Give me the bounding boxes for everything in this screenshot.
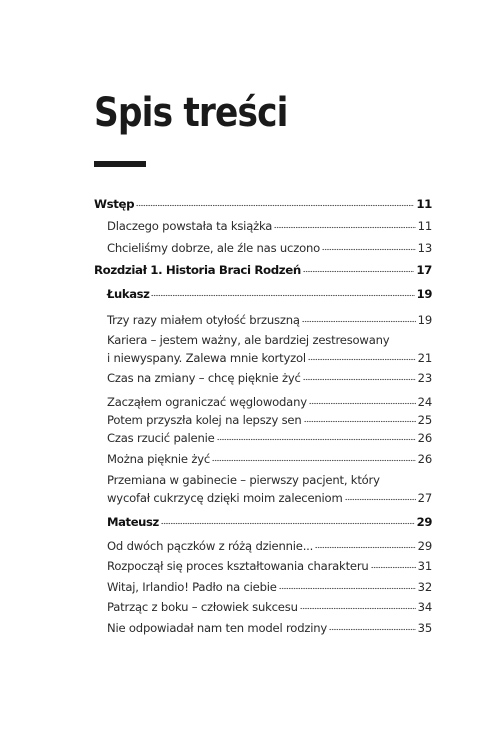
toc-entry[interactable]: [94, 394, 432, 412]
toc-entry[interactable]: [94, 472, 432, 507]
toc-entry[interactable]: [94, 430, 432, 448]
dot-leader: [161, 522, 415, 525]
toc-entry-label: Rozdział 1. Historia Braci Rodzeń: [94, 263, 301, 277]
dot-leader: [302, 320, 416, 323]
toc-entry[interactable]: [94, 196, 432, 214]
toc-entry[interactable]: [94, 579, 432, 597]
dot-leader: [315, 546, 415, 549]
toc-entry-label: Witaj, Irlandio! Padło na ciebie: [107, 580, 277, 594]
dot-leader: [151, 294, 414, 297]
toc-entry[interactable]: [94, 514, 432, 532]
dot-leader: [329, 628, 416, 631]
toc-entry[interactable]: [94, 451, 432, 469]
toc-entry-label-continued: wycofał cukrzycę dzięki moim zaleceniom: [107, 490, 343, 505]
page-number: 17: [416, 263, 432, 277]
toc-entry[interactable]: [94, 370, 432, 388]
toc-entry-label: Dlaczego powstała ta książka: [107, 219, 273, 233]
toc-entry-label: Wstęp: [94, 197, 135, 211]
toc-entry[interactable]: [94, 312, 432, 330]
toc-entry[interactable]: [94, 218, 432, 236]
dot-leader: [136, 204, 414, 207]
toc-entry-label: Przemiana w gabinecie – pierwszy pacjent, który: [107, 473, 380, 487]
toc-entry-label: Patrząc z boku – człowiek sukcesu: [107, 600, 298, 614]
page-number: 29: [416, 515, 432, 529]
toc-entry-label: Nie odpowiadał nam ten model rodziny: [107, 621, 328, 635]
dot-leader: [212, 459, 416, 462]
page-number: 11: [416, 197, 432, 211]
toc-entry-label-continued: i niewyspany. Zalewa mnie kortyzol: [107, 350, 306, 365]
dot-leader: [217, 438, 416, 441]
toc-entry-label: Zacząłem ograniczać węglowodany: [107, 395, 307, 409]
toc-entry[interactable]: [94, 286, 432, 304]
toc-entry-label: Kariera – jestem ważny, ale bardziej zestresowany: [107, 333, 390, 347]
toc-entry-label: Trzy razy miałem otyłość brzuszną: [107, 313, 300, 327]
page-number: 29: [417, 539, 432, 553]
page-number: 26: [417, 431, 432, 445]
page-number: 25: [417, 413, 432, 427]
dot-leader: [345, 498, 416, 501]
dot-leader: [274, 226, 415, 229]
page-number: 19: [417, 313, 432, 327]
dot-leader: [322, 248, 416, 251]
toc-entry-label: Chcieliśmy dobrze, ale źle nas uczono: [107, 241, 321, 255]
toc-entry-label: Od dwóch pączków z różą dziennie...: [107, 539, 314, 553]
page-number: 19: [416, 287, 432, 301]
page-number: 32: [417, 580, 432, 594]
toc-entry-label: Czas na zmiany – chcę pięknie żyć: [107, 371, 301, 385]
toc-entry-label: Potem przyszła kolej na lepszy sen: [107, 413, 302, 427]
page-number: 26: [417, 452, 432, 466]
page-title: Spis treści: [94, 90, 288, 136]
toc-entry-label: Łukasz: [107, 287, 150, 301]
dot-leader: [279, 587, 416, 590]
toc-entry[interactable]: [94, 538, 432, 556]
toc-entry[interactable]: [94, 599, 432, 617]
page-number: 31: [417, 559, 432, 573]
toc-entry-label: Rozpoczął się proces kształtowania charakteru: [107, 559, 369, 573]
toc-entry[interactable]: [94, 412, 432, 430]
page-number: 24: [417, 395, 432, 409]
dot-leader: [300, 607, 416, 610]
page-number: 21: [417, 350, 432, 365]
toc-entry[interactable]: [94, 332, 432, 367]
toc-entry[interactable]: [94, 240, 432, 258]
toc-entry[interactable]: [94, 620, 432, 638]
toc-entry-label: Czas rzucić palenie: [107, 431, 215, 445]
page-number: 35: [417, 621, 432, 635]
toc-entry-label: Można pięknie żyć: [107, 452, 211, 466]
page-number: 11: [417, 219, 432, 233]
toc-entry-label: Mateusz: [107, 515, 159, 529]
toc-entry[interactable]: [94, 558, 432, 576]
toc-entry[interactable]: [94, 262, 432, 280]
page-number: 13: [417, 241, 432, 255]
dot-leader: [303, 270, 415, 273]
page-number: 27: [417, 490, 432, 505]
title-underline-rule: [94, 161, 146, 167]
page-number: 34: [417, 600, 432, 614]
dot-leader: [303, 378, 416, 381]
dot-leader: [304, 420, 416, 423]
dot-leader: [309, 402, 416, 405]
dot-leader: [371, 566, 416, 569]
dot-leader: [308, 358, 416, 361]
page-number: 23: [417, 371, 432, 385]
